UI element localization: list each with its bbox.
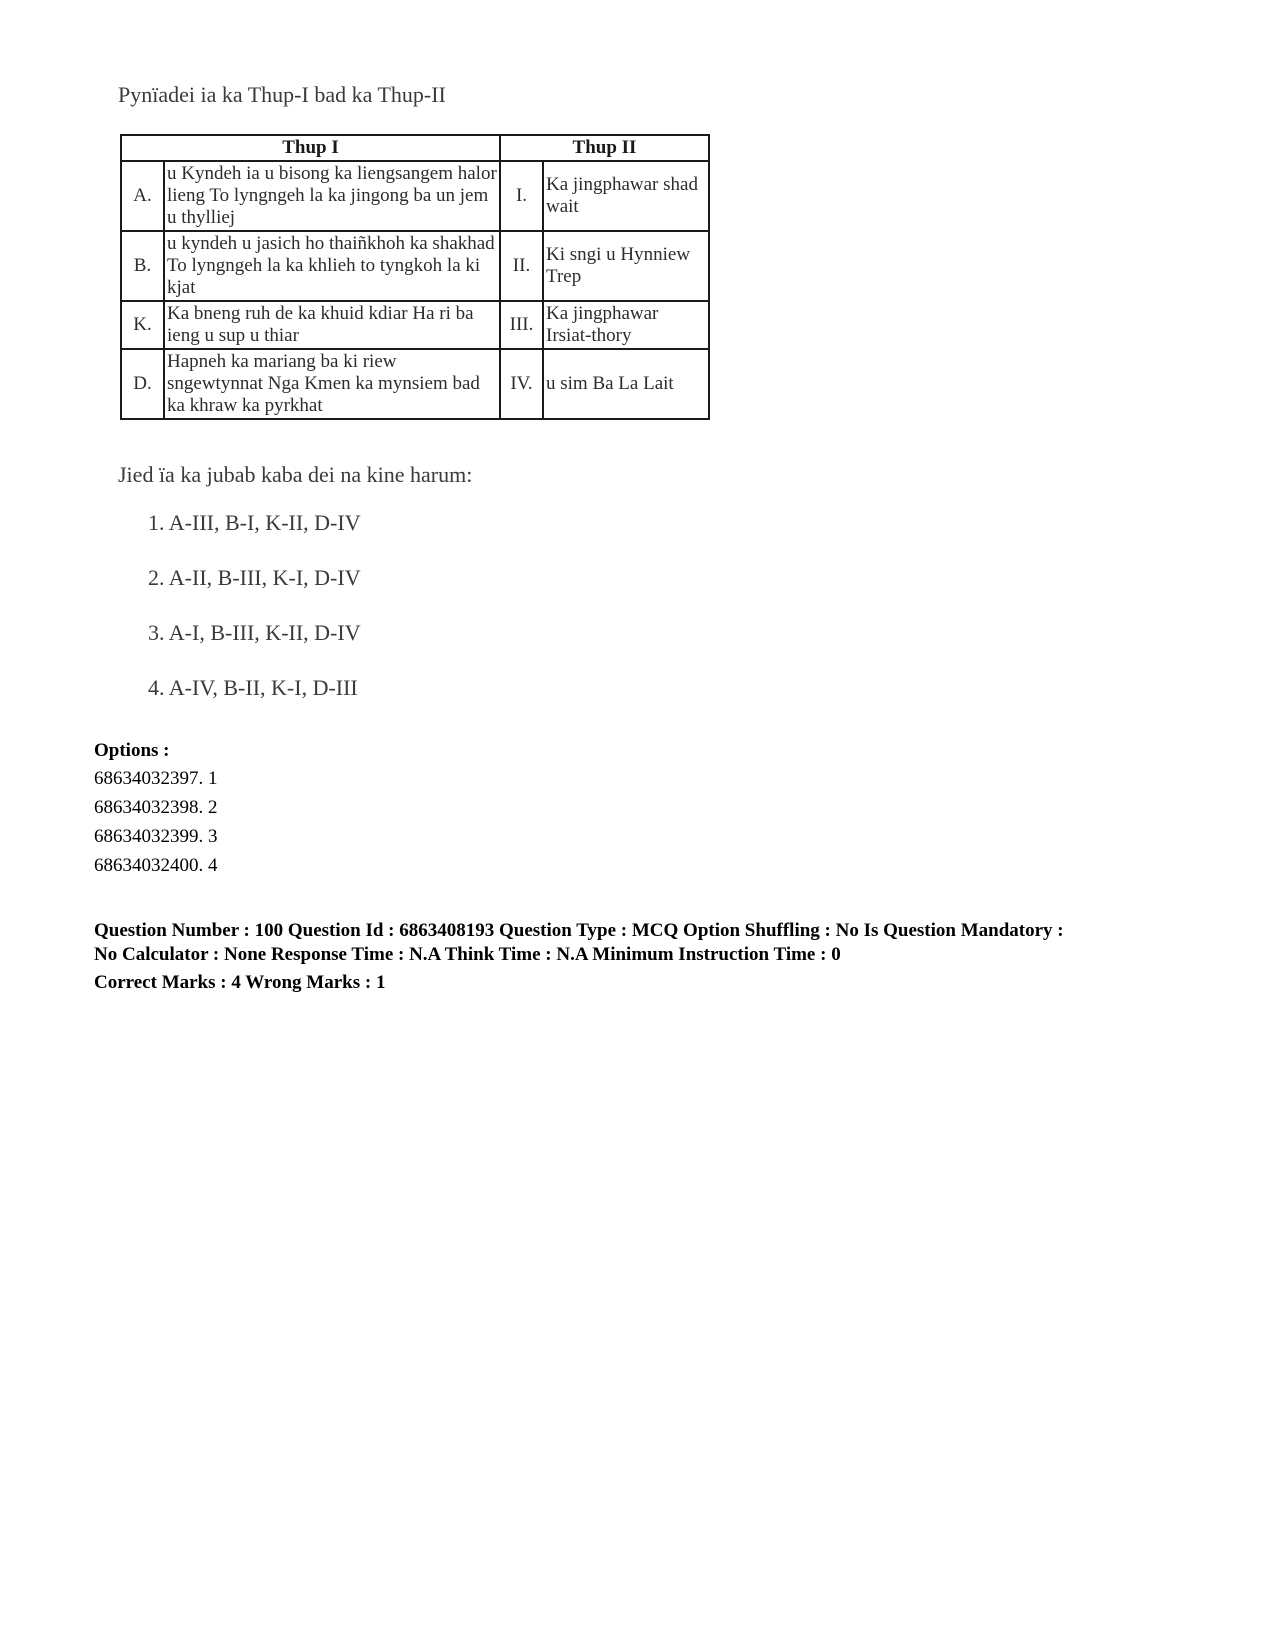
match-table xyxy=(120,134,710,420)
row-left-text: u kyndeh u jasich ho thaiñkhoh ka shakhad To lyngngeh la ka khlieh to tyngkoh la ki kjat xyxy=(164,231,500,301)
option-item: 68634032398. 2 xyxy=(94,797,218,818)
row-roman: II. xyxy=(500,231,543,301)
row-left-text: Hapneh ka mariang ba ki riew sngewtynnat Nga Kmen ka mynsiem bad ka khraw ka pyrkhat xyxy=(164,349,500,419)
table-row xyxy=(121,349,709,419)
header-thup-1: Thup I xyxy=(121,135,500,161)
table-row xyxy=(121,301,709,349)
row-right-text: Ka jingphawar Irsiat-thory xyxy=(543,301,709,349)
row-right-text: Ki sngi u Hynniew Trep xyxy=(543,231,709,301)
choice-list xyxy=(148,510,361,730)
question-info-line: No Calculator : None Response Time : N.A Think Time : N.A Minimum Instruction Time : 0 xyxy=(94,944,841,965)
table-row xyxy=(121,161,709,231)
question-image xyxy=(110,70,730,700)
row-right-text: Ka jingphawar shad wait xyxy=(543,161,709,231)
row-letter: B. xyxy=(121,231,164,301)
row-letter: K. xyxy=(121,301,164,349)
table-row xyxy=(121,231,709,301)
row-letter: A. xyxy=(121,161,164,231)
options-title: Options : xyxy=(94,740,170,761)
marks-info: Correct Marks : 4 Wrong Marks : 1 xyxy=(94,972,386,993)
row-roman: I. xyxy=(500,161,543,231)
option-item: 68634032397. 1 xyxy=(94,768,218,789)
choice-item: 3. A-I, B-III, K-II, D-IV xyxy=(148,620,361,645)
choice-item: 4. A-IV, B-II, K-I, D-III xyxy=(148,675,358,700)
question-info-line: Question Number : 100 Question Id : 6863408193 Question Type : MCQ Option Shuffling : No Is Question Mandatory : xyxy=(94,920,1064,941)
question-info xyxy=(94,919,1214,967)
row-right-text: u sim Ba La Lait xyxy=(543,349,709,419)
question-instruction: Pynïadei ia ka Thup-I bad ka Thup-II xyxy=(118,82,446,107)
option-item: 68634032400. 4 xyxy=(94,855,218,876)
table-header-row xyxy=(121,135,709,161)
choice-item: 1. A-III, B-I, K-II, D-IV xyxy=(148,510,361,535)
row-roman: III. xyxy=(500,301,543,349)
choice-item: 2. A-II, B-III, K-I, D-IV xyxy=(148,565,361,590)
row-letter: D. xyxy=(121,349,164,419)
option-item: 68634032399. 3 xyxy=(94,826,218,847)
header-thup-2: Thup II xyxy=(500,135,709,161)
answer-prompt: Jied ïa ka jubab kaba dei na kine harum: xyxy=(118,462,473,487)
row-roman: IV. xyxy=(500,349,543,419)
row-left-text: u Kyndeh ia u bisong ka liengsangem halor lieng To lyngngeh la ka jingong ba un jem u thylliej xyxy=(164,161,500,231)
row-left-text: Ka bneng ruh de ka khuid kdiar Ha ri ba ieng u sup u thiar xyxy=(164,301,500,349)
